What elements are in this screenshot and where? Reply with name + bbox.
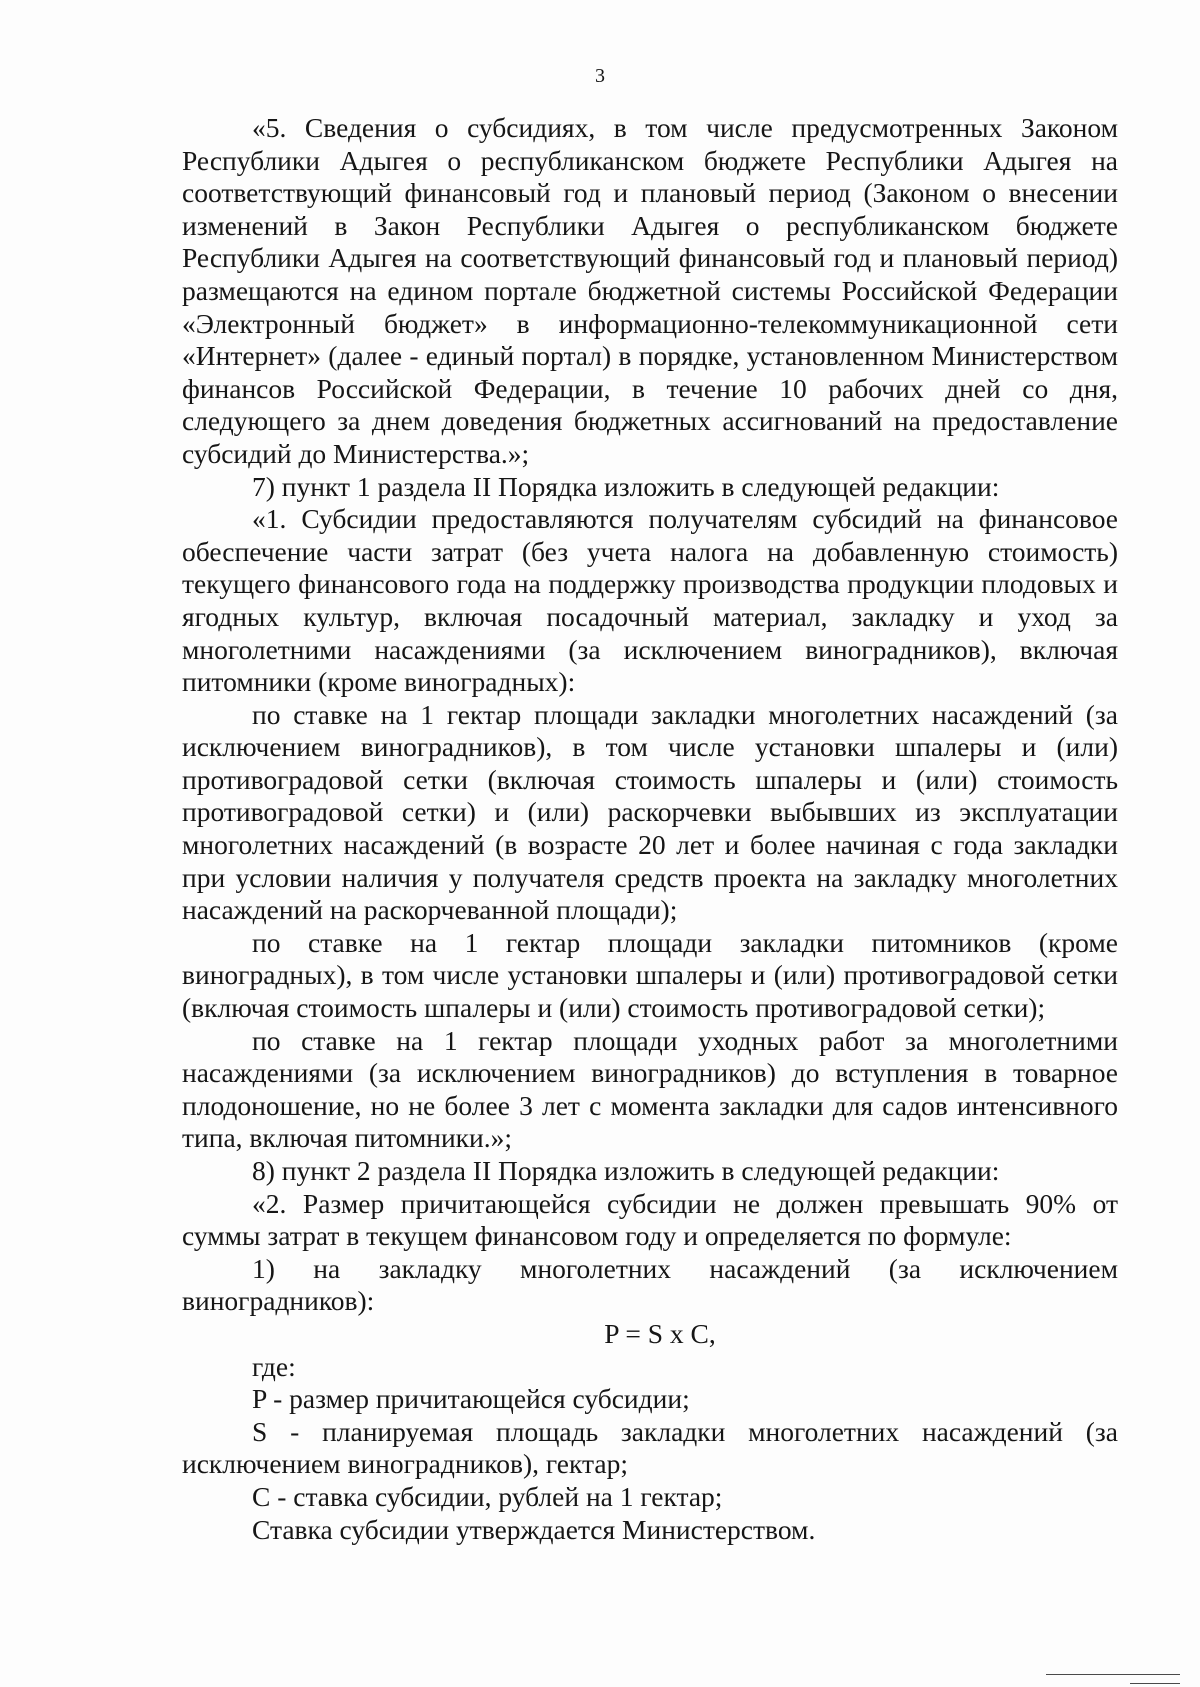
paragraph-subsidy-info: «5. Сведения о субсидиях, в том числе предусмотренных Законом Республики Адыгея о республиканском бюджете Республики Адыгея на соответствующий финансовый год и плановый период (Законом о внесении изменений в Закон Республики Адыгея о республиканском бюджете Республики Адыгея на соответствующий финансовый год и плановый период) размещаются на едином портале бюджетной системы Российской Федерации «Электронный бюджет» в информационно-телекоммуникационной сети «Интернет» (далее - единый портал) в порядке, установленном Министерством финансов Российской Федерации, в течение 10 рабочих дней со дня, следующего за днем доведения бюджетных ассигнований на предоставление субсидий до Министерства.»; [182, 112, 1118, 469]
footer-divider-short [1130, 1683, 1180, 1684]
page-number: 3 [595, 65, 605, 87]
paragraph-item-7: 7) пункт 1 раздела II Порядка изложить в следующей редакции: [252, 470, 1000, 502]
paragraph-clause-2: «2. Размер причитающейся субсидии не должен превышать 90% от суммы затрат в текущем финансовом году и определяется по формуле: [182, 1187, 1118, 1252]
paragraph-subitem-1: 1) на закладку многолетних насаждений (за исключением виноградников): [182, 1252, 1118, 1317]
footer-divider [1046, 1674, 1180, 1675]
document-body [182, 112, 1118, 1546]
definition-p: P - размер причитающейся субсидии; [252, 1383, 690, 1415]
paragraph-clause-1: «1. Субсидии предоставляются получателям субсидий на финансовое обеспечение части затрат (без учета налога на добавленную стоимость) текущего финансового года на поддержку производства продукции плодовых и ягодных культур, включая посадочный материал, закладку и уход за многолетними насаждениями (за исключением виноградников), включая питомники (кроме виноградных): [182, 503, 1118, 698]
paragraph-rate-nursery: по ставке на 1 гектар площади закладки питомников (кроме виноградных), в том числе установки шпалеры и (или) противоградовой сетки (включая стоимость шпалеры и (или) стоимость противоградовой сетки); [182, 926, 1118, 1024]
definition-s: S - планируемая площадь закладки многолетних насаждений (за исключением виноградников), гектар; [182, 1415, 1118, 1480]
formula: P = S x C, [604, 1317, 716, 1349]
paragraph-rate-planting: по ставке на 1 гектар площади закладки многолетних насаждений (за исключением виноградников), в том числе установки шпалеры и (или) противоградовой сетки (включая стоимость шпалеры и (или) стоимость противоградовой сетки) и (или) раскорчевки выбывших из эксплуатации многолетних насаждений (в возрасте 20 лет и более начиная с года закладки при условии наличия у получателя средств проекта на закладку многолетних насаждений на раскорчеванной площади); [182, 698, 1118, 926]
definition-rate-approval: Ставка субсидии утверждается Министерством. [252, 1513, 816, 1545]
definition-c: C - ставка субсидии, рублей на 1 гектар; [252, 1480, 723, 1512]
definition-where: где: [252, 1350, 296, 1382]
paragraph-rate-care: по ставке на 1 гектар площади уходных работ за многолетними насаждениями (за исключением виноградников) до вступления в товарное плодоношение, но не более 3 лет с момента закладки для садов интенсивного типа, включая питомники.»; [182, 1024, 1118, 1154]
paragraph-item-8: 8) пункт 2 раздела II Порядка изложить в следующей редакции: [252, 1155, 1000, 1186]
